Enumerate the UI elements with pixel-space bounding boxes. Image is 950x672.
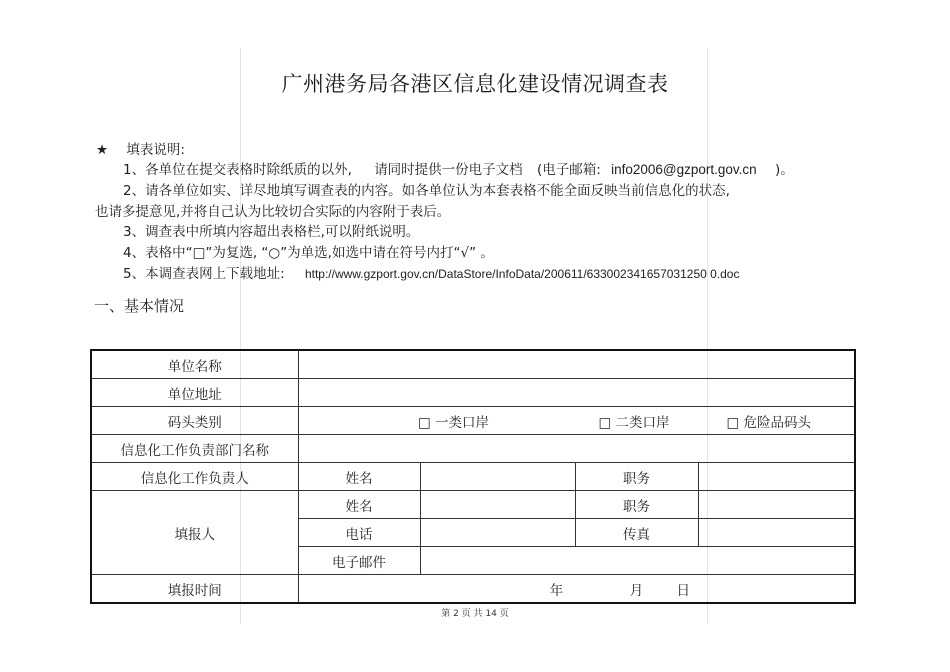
unit-address-label: 单位地址 xyxy=(91,379,298,407)
page-footer: 第 2 页 共 14 页 xyxy=(441,609,509,619)
it-head-position-input[interactable] xyxy=(698,463,855,491)
note-1-email: info2006@gzport.gov.cn xyxy=(611,162,757,177)
terminal-type-options xyxy=(298,407,855,435)
it-head-name-input[interactable] xyxy=(420,463,575,491)
filler-name-label: 姓名 xyxy=(298,491,420,519)
it-head-position-label: 职务 xyxy=(575,463,698,491)
year-label: 年 xyxy=(549,582,564,599)
star-icon: ★ xyxy=(96,142,109,158)
filler-fax-label: 传真 xyxy=(575,519,698,547)
note-1 xyxy=(123,158,794,178)
note-5 xyxy=(123,262,739,282)
table-row xyxy=(91,463,855,491)
unit-name-label: 单位名称 xyxy=(91,350,298,379)
month-label: 月 xyxy=(629,582,644,599)
filler-position-input[interactable] xyxy=(698,491,855,519)
it-dept-label: 信息化工作负责部门名称 xyxy=(91,435,298,463)
basic-info-table xyxy=(90,349,856,604)
fill-time-input[interactable] xyxy=(298,575,855,604)
note-1-b: 请同时提供一份电子文档 xyxy=(374,162,523,178)
note-2-a: 2、请各单位如实、详尽地填写调查表的内容。如各单位认为本套表格不能全面反映当前信息化的状态, xyxy=(123,183,730,199)
filler-phone-input[interactable] xyxy=(420,519,575,547)
note-3: 3、调查表中所填内容超出表格栏,可以附纸说明。 xyxy=(123,224,420,240)
filler-email-label: 电子邮件 xyxy=(298,547,420,575)
it-head-label: 信息化工作负责人 xyxy=(91,463,298,491)
page-title: 广州港务局各港区信息化建设情况调查表 xyxy=(281,72,669,96)
terminal-type-label: 码头类别 xyxy=(91,407,298,435)
unit-address-input[interactable] xyxy=(298,379,855,407)
table-row xyxy=(91,435,855,463)
filler-fax-input[interactable] xyxy=(698,519,855,547)
filler-phone-label: 电话 xyxy=(298,519,420,547)
day-label: 日 xyxy=(676,582,690,599)
filler-name-input[interactable] xyxy=(420,491,575,519)
checkbox-hazardous-terminal[interactable]: □ 危险品码头 xyxy=(726,414,812,431)
filler-email-input[interactable] xyxy=(420,547,855,575)
fill-time-label: 填报时间 xyxy=(91,575,298,604)
it-head-name-label: 姓名 xyxy=(298,463,420,491)
table-row xyxy=(91,350,855,379)
download-link[interactable]: http://www.gzport.gov.cn/DataStore/InfoData/200611/633002341657031250 0.doc xyxy=(304,267,740,281)
notes-heading xyxy=(96,138,185,158)
note-4: 4、表格中“□”为复选, “○”为单选,如选中请在符号内打“√” 。 xyxy=(123,245,494,261)
note-1-c: (电子邮箱: xyxy=(536,162,601,178)
unit-name-input[interactable] xyxy=(298,350,855,379)
table-row xyxy=(91,379,855,407)
checkbox-class-one-port[interactable]: □ 一类口岸 xyxy=(417,414,489,431)
note-5-a: 5、本调查表网上下载地址: xyxy=(123,266,285,282)
section-heading: 一、基本情况 xyxy=(94,297,185,315)
notes-heading-label: 填表说明: xyxy=(126,142,185,158)
filler-position-label: 职务 xyxy=(575,491,698,519)
note-2-b: 也请多提意见,并将自己认为比较切合实际的内容附于表后。 xyxy=(95,204,451,220)
table-row xyxy=(91,491,855,519)
table-row xyxy=(91,407,855,435)
checkbox-class-two-port[interactable]: □ 二类口岸 xyxy=(598,414,670,431)
note-1-a: 1、各单位在提交表格时除纸质的以外, xyxy=(123,162,352,178)
note-1-d: )。 xyxy=(774,162,794,178)
it-dept-input[interactable] xyxy=(298,435,855,463)
filler-label: 填报人 xyxy=(91,491,298,575)
table-row xyxy=(91,575,855,604)
